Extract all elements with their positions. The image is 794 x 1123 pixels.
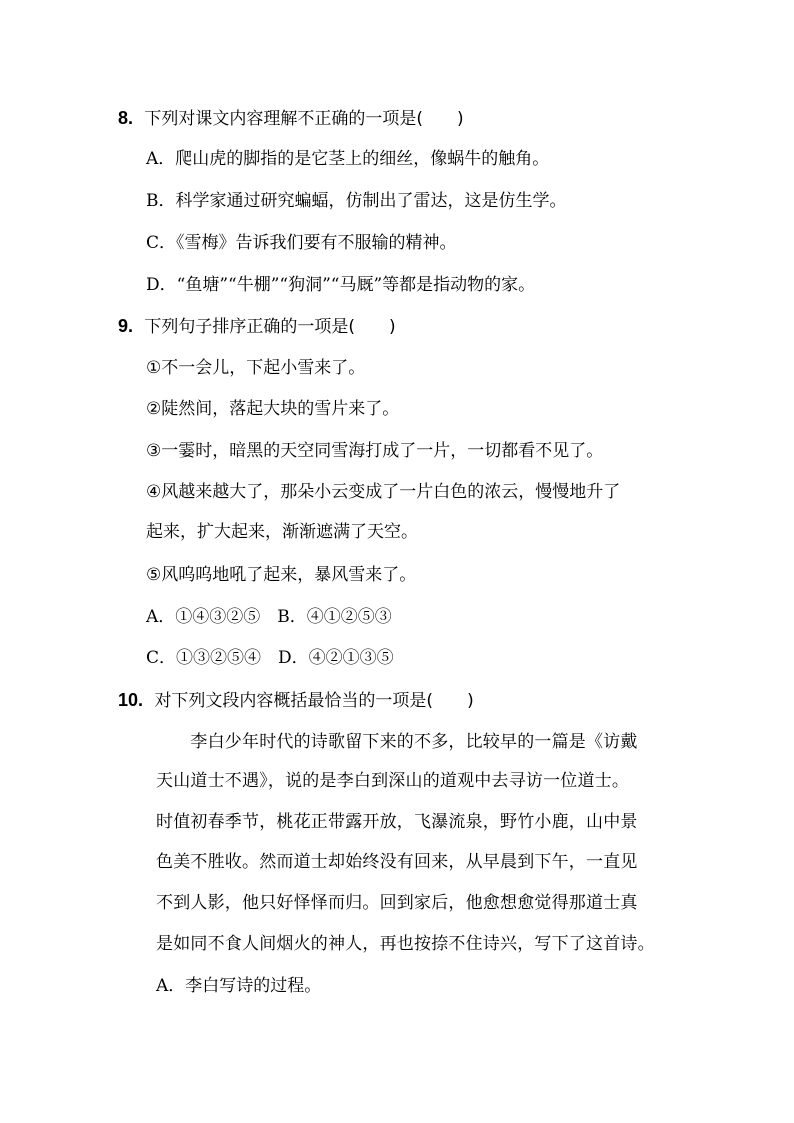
option-row-ab: A．①④③②⑤ B．④①②⑤③ [146,607,392,627]
option-a: A．李白写诗的过程。 [156,976,322,996]
passage-line-5: 不到人影，他只好怿怿而归。回到家后，他愈想愈觉得那道士真 [156,893,638,913]
sentence-text: 不一会儿，下起小雪来了。 [161,358,366,378]
sentence-4-continued [146,520,418,544]
question-number: 9. [118,316,134,336]
question-number: 8. [118,108,134,128]
question-9 [118,314,396,339]
sentence-marker: ④ [146,482,162,502]
sentence-3 [146,439,603,463]
question-10 [118,688,474,713]
option-b: B．科学家通过研究蝙蝠，仿制出了雷达，这是仿生学。 [146,191,567,211]
sentence-text: 风呜呜地吼了起来，暴风雪来了。 [161,565,417,585]
sentence-text: 一霎时，暗黑的天空同雪海打成了一片，一切都看不见了。 [161,441,604,461]
sentence-4 [146,480,620,504]
question-number: 10. [118,690,144,710]
sentence-text: 起来，扩大起来，渐渐遮满了天空。 [146,522,418,542]
sentence-marker: ⑤ [146,565,162,585]
passage-line-3: 时值初春季节，桃花正带露开放，飞瀑流泉，野竹小鹿，山中景 [156,812,638,832]
passage-line-2: 天山道士不遇》，说的是李白到深山的道观中去寻访一位道士。 [156,771,630,791]
question-stem: 下列句子排序正确的一项是( ) [144,317,396,337]
option-c: C．《雪梅》告诉我们要有不服输的精神。 [146,233,457,253]
sentence-1 [146,356,365,380]
sentence-marker: ③ [146,441,162,461]
sentence-text: 陡然间，落起大块的雪片来了。 [161,399,400,419]
passage-line-1: 李白少年时代的诗歌留下来的不多，比较早的一篇是《访戴 [156,732,638,752]
passage-line-6: 是如同不食人间烟火的神人，再也按捺不住诗兴，写下了这首诗。 [156,934,655,954]
passage-line-4: 色美不胜收。然而道士却始终没有回来，从早晨到下午，一直见 [156,852,638,872]
sentence-2 [146,397,399,421]
sentence-5 [146,563,416,587]
question-stem: 对下列文段内容概括最恰当的一项是( ) [154,691,474,711]
question-stem: 下列对课文内容理解不正确的一项是( ) [144,109,464,129]
question-8 [118,106,464,131]
sentence-text: 风越来越大了，那朵小云变成了一片白色的浓云，慢慢地升了 [161,482,621,502]
sentence-marker: ① [146,358,162,378]
option-d: D．“鱼塘”“牛棚”“狗洞”“马厩”等都是指动物的家。 [146,275,536,295]
sentence-marker: ② [146,399,162,419]
option-row-cd: C．①③②⑤④ D．④②①③⑤ [146,648,394,668]
option-a: A．爬山虎的脚指的是它茎上的细丝，像蜗牛的触角。 [146,149,550,169]
